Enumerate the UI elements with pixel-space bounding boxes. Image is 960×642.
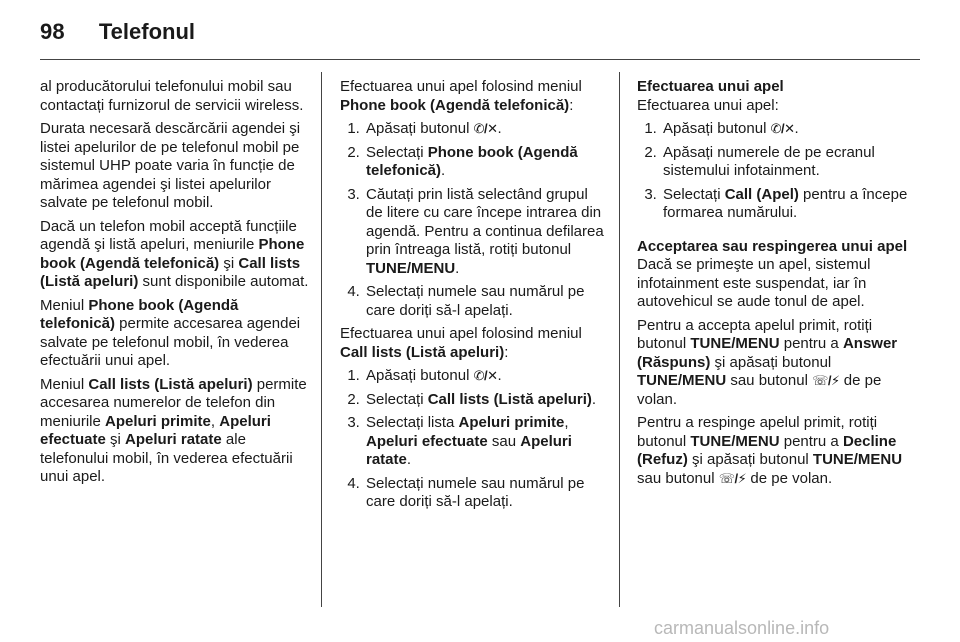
text: Selectați <box>366 390 428 408</box>
menu-name: Apeluri primite <box>105 412 211 430</box>
text: Efectuarea unui apel folosind meniul <box>340 325 582 342</box>
paragraph: Durata necesară descărcării agendei şi listei apelurilor de pe telefonul mobil pe sistemul UHP poate varia în funcție de mărimea agendei şi listei apelurilor salvate pe telefonul mobil. <box>40 120 301 211</box>
paragraph: al producătorului telefonului mobil sau contactați furnizorul de servicii wireless. <box>40 78 304 114</box>
paragraph: Efectuarea unui apel: <box>637 96 779 114</box>
text: Apăsați numerele de pe ecranul sistemului infotainment. <box>663 143 875 179</box>
text: ale telefonului mobil, în vederea efectuării unui apel. <box>40 431 293 485</box>
text: Căutați prin listă selectând grupul de litere cu care începe intrarea din agendă. Pentru a continua defilarea prin întreaga listă, rotiți butonul <box>366 185 604 258</box>
list-item <box>661 186 912 223</box>
phone-mute-icon: ✆/✕ <box>770 121 795 136</box>
steering-phone-icon: ☏/⚡ <box>812 373 840 388</box>
text: : <box>504 343 509 361</box>
menu-name: Decline (Refuz) <box>637 432 897 468</box>
text: de pe volan. <box>746 469 833 487</box>
column-2 <box>340 78 608 517</box>
paragraph <box>637 317 912 410</box>
menu-name: Apeluri efectuate <box>366 432 488 450</box>
list-item <box>364 475 608 512</box>
text: Selectați <box>663 185 725 203</box>
text: Selectați lista <box>366 414 459 431</box>
text: sunt disponibile automat. <box>138 273 309 290</box>
text: sau butonul <box>637 469 719 487</box>
section-heading: Efectuarea unui apel <box>637 78 784 95</box>
list-item <box>364 391 608 410</box>
menu-name: Apeluri efectuate <box>40 412 271 448</box>
text: pentru a <box>779 335 843 352</box>
button-name: TUNE/MENU <box>812 451 903 468</box>
button-name: TUNE/MENU <box>366 259 456 277</box>
text: Apăsați butonul <box>663 120 771 137</box>
text: . <box>497 367 502 384</box>
menu-name: Phone book (Agendă telefonică) <box>340 96 570 114</box>
column-3 <box>637 78 912 493</box>
menu-name: Phone book (Agendă telefonică) <box>40 296 239 332</box>
list-item <box>661 144 912 181</box>
button-name: TUNE/MENU <box>637 372 727 389</box>
menu-name: Apeluri ratate <box>125 431 222 448</box>
text: sau <box>487 432 521 450</box>
list-item <box>364 186 608 279</box>
steering-phone-icon: ☏/⚡ <box>718 470 747 486</box>
text: Pentru a accepta apelul primit, rotiți butonul <box>637 316 873 352</box>
text: . <box>455 259 460 277</box>
paragraph: Dacă se primeşte un apel, sistemul infotainment este suspendat, iar în autovehicul se aude tonul de apel. <box>637 256 871 310</box>
paragraph <box>340 325 608 362</box>
text: , <box>210 412 220 430</box>
text: : <box>569 96 574 114</box>
menu-name: Call lists (Listă apeluri) <box>40 254 301 290</box>
paragraph <box>40 297 310 371</box>
menu-name: Answer (Răspuns) <box>637 335 898 371</box>
text: permite accesarea numerelor de telefon din meniurile <box>40 375 307 430</box>
menu-name: Call lists (Listă apeluri) <box>340 343 505 361</box>
steps-list <box>340 367 608 512</box>
text: şi <box>105 431 126 448</box>
menu-name: Apeluri ratate <box>366 432 572 468</box>
header-rule <box>40 59 920 60</box>
steps-list <box>340 120 608 320</box>
text: şi apăsați butonul <box>687 451 813 468</box>
text: Apăsați butonul <box>366 367 474 384</box>
spacer <box>637 228 912 238</box>
paragraph <box>40 218 310 292</box>
text: pentru a începe formarea numărului. <box>663 185 908 221</box>
text: Meniul <box>40 296 89 314</box>
phone-mute-icon: ✆/✕ <box>473 121 498 136</box>
menu-name: Call lists (Listă apeluri) <box>427 390 592 408</box>
list-item <box>364 283 608 320</box>
text: Selectați numele sau numărul pe care doriți să-l apelați. <box>366 474 585 510</box>
text: Meniul <box>40 375 89 393</box>
phone-mute-icon: ✆/✕ <box>473 368 498 383</box>
menu-name: Call lists (Listă apeluri) <box>88 375 253 393</box>
menu-name: Phone book (Agendă telefonică) <box>40 236 305 272</box>
text: . <box>497 120 502 137</box>
page-title: Telefonul <box>98 19 196 44</box>
text: Selectați numele sau numărul pe care doriți să-l apelați. <box>366 283 585 319</box>
text: şi apăsați butonul <box>710 353 832 371</box>
text: şi <box>219 254 239 272</box>
text: Dacă un telefon mobil acceptă funcțiile agendă şi listă apeluri, meniurile <box>40 217 297 253</box>
text: de pe volan. <box>637 372 882 408</box>
text: Pentru a respinge apelul primit, rotiți butonul <box>637 414 878 450</box>
steps-list <box>637 120 912 223</box>
watermark: carmanualsonline.info <box>654 618 830 638</box>
button-name: TUNE/MENU <box>690 432 780 450</box>
text: Apăsați butonul <box>366 120 474 137</box>
text: . <box>591 390 597 408</box>
list-item <box>661 120 912 139</box>
text: Efectuarea unui apel folosind meniul <box>340 78 582 95</box>
column-divider-1 <box>321 72 322 607</box>
list-item <box>364 120 608 139</box>
text: . <box>794 120 799 137</box>
paragraph <box>40 376 310 487</box>
list-item <box>364 414 608 470</box>
menu-name: Phone book (Agendă telefonică) <box>366 143 578 179</box>
paragraph <box>340 78 608 115</box>
text: . <box>441 162 446 179</box>
page-header <box>40 12 195 52</box>
text: , <box>564 414 569 431</box>
text: Selectați <box>366 143 428 161</box>
text: permite accesarea agendei salvate pe telefonul mobil, în vederea efectuării unui apel. <box>40 315 301 369</box>
column-divider-2 <box>619 72 620 607</box>
menu-name: Apeluri primite <box>458 414 565 431</box>
button-name: TUNE/MENU <box>690 335 780 352</box>
page-number: 98 <box>40 19 65 44</box>
column-1 <box>40 78 310 492</box>
text: sau butonul <box>726 372 813 389</box>
text: . <box>406 451 412 468</box>
text: pentru a <box>779 432 843 450</box>
list-item <box>364 144 608 181</box>
section-heading: Acceptarea sau respingerea unui apel <box>637 237 908 255</box>
list-item <box>364 367 608 386</box>
button-name: Call (Apel) <box>724 185 799 203</box>
paragraph <box>637 414 912 488</box>
